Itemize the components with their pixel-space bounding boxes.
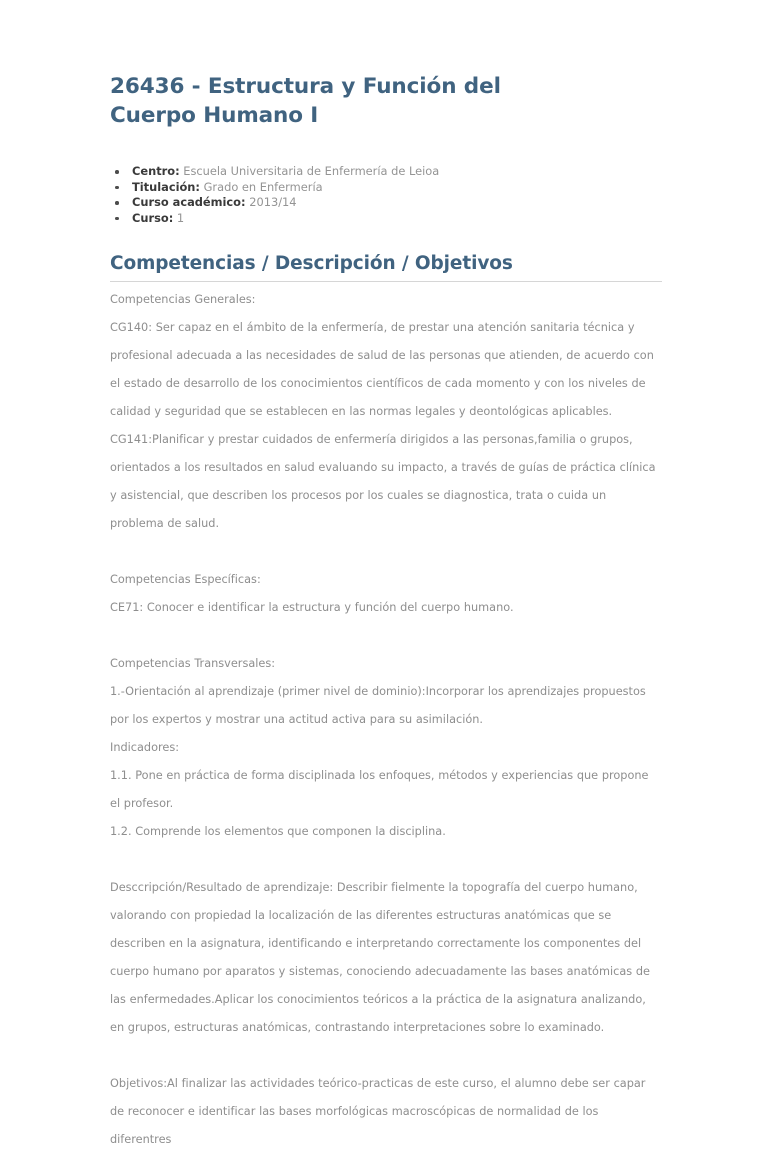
document-content [110,72,662,1146]
paragraph: Desccripción/Resultado de aprendizaje: Describir fielmente la topografía del cuerpo humano, valorando con propiedad la localización de las diferentes estructuras anatómicas que se describen en la asignatura, identificando e interpretando correctamente los componentes del cuerpo humano por aparatos y sistemas, conociendo adecuadamente las bases anatómicas de las enfermedades.Aplicar los conocimientos teóricos a la práctica de la asignatura analizando, en grupos, estructuras anatómicas, contrastando interpretaciones sobre lo examinado. [110,881,650,1034]
block-descripcion-resultado [110,874,662,1042]
meta-value-curso: 1 [176,210,185,225]
paragraph: CG141:Planificar y prestar cuidados de enfermería dirigidos a las personas,familia o grupos, orientados a los resultados en salud evaluando su impacto, a través de guías de práctica clínica y asistencial, que describen los procesos por los cuales se diagnostica, trata o cuida un problema de salud. [110,433,656,530]
course-meta-list [110,164,662,226]
meta-item-titulacion [110,180,662,196]
meta-value-titulacion: Grado en Enfermería [203,179,323,194]
block-competencias-generales [110,286,662,538]
meta-item-curso [110,211,662,227]
paragraph: 1.1. Pone en práctica de forma disciplinada los enfoques, métodos y experiencias que propone el profesor. [110,769,649,810]
paragraph: Indicadores: [110,741,180,754]
meta-value-centro: Escuela Universitaria de Enfermería de Leioa [183,164,440,178]
block-separator [110,538,662,566]
block-competencias-transversales [110,650,662,846]
block-separator [110,846,662,874]
meta-label-centro: Centro: [132,164,180,178]
meta-item-centro [110,164,662,180]
paragraph: 1.2. Comprende los elementos que componen la disciplina. [110,825,446,838]
meta-label-curso-academico: Curso académico: [132,195,246,209]
block-objetivos [110,1070,662,1154]
block-competencias-especificas [110,566,662,622]
meta-label-curso: Curso: [132,210,174,225]
block-separator [110,1042,662,1070]
paragraph: Objetivos:Al finalizar las actividades teórico-practicas de este curso, el alumno debe ser capar de reconocer e identificar las bases morfológicas macroscópicas de normalidad de los diferentres [110,1077,646,1146]
section-heading: Competencias / Descripción / Objetivos [110,252,662,282]
paragraph: CG140: Ser capaz en el ámbito de la enfermería, de prestar una atención sanitaria técnica y profesional adecuada a las necesidades de salud de las personas que atienden, de acuerdo con el estado de desarrollo de los conocimientos científicos de cada momento y con los niveles de calidad y seguridad que se establecen en las normas legales y deontológicas aplicables. [110,321,654,418]
page-title: 26436 - Estructura y Función del Cuerpo Humano I [110,74,501,128]
meta-item-curso-academico [110,195,662,211]
meta-label-titulacion: Titulación: [132,179,200,194]
paragraph: 1.-Orientación al aprendizaje (primer nivel de dominio):Incorporar los aprendizajes propuestos por los expertos y mostrar una actitud activa para su asimilación. [110,685,646,726]
meta-value-curso-academico: 2013/14 [249,195,297,209]
paragraph: Competencias Transversales: [110,657,276,670]
paragraph: CE71: Conocer e identificar la estructura y función del cuerpo humano. [110,601,514,614]
paragraph: Competencias Específicas: [110,573,261,586]
section-competencias [110,252,662,1154]
block-separator [110,622,662,650]
paragraph: Competencias Generales: [110,293,256,306]
